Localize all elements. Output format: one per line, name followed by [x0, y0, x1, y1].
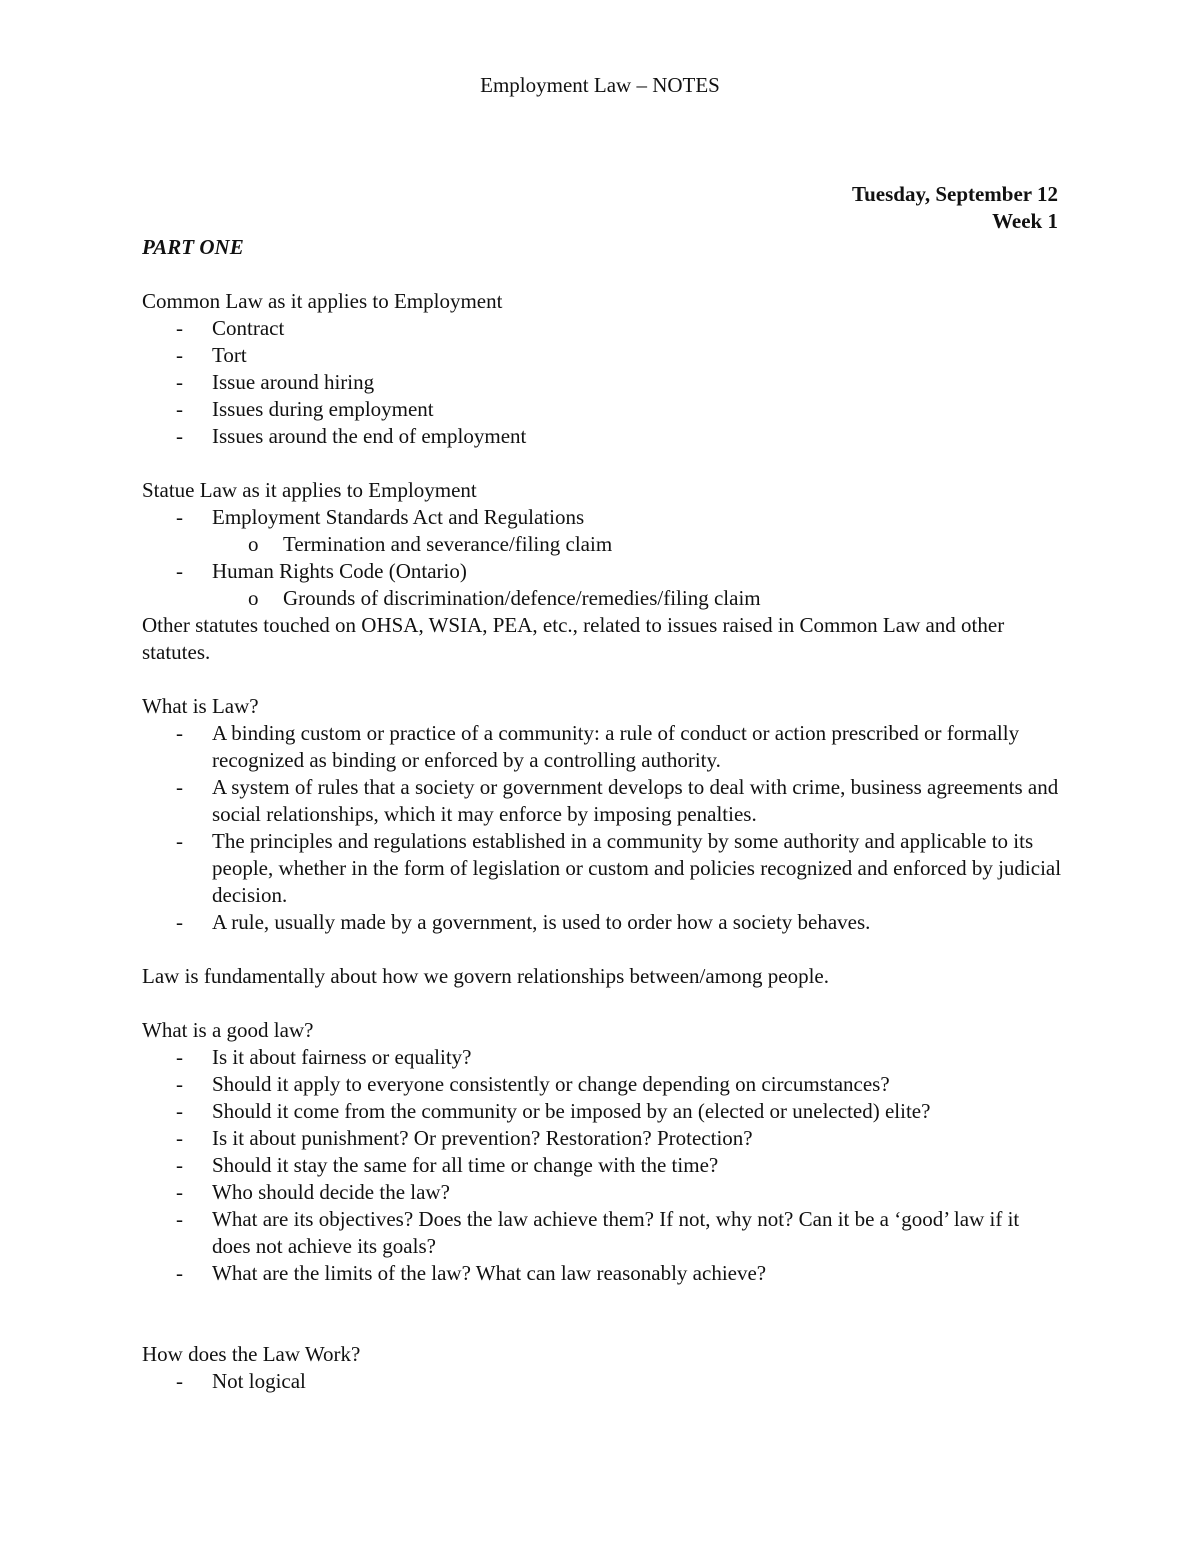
common-law-list — [142, 315, 1062, 450]
lecture-date: Tuesday, September 12 — [852, 182, 1058, 206]
document-title: Employment Law – NOTES — [480, 73, 720, 97]
sub-list-item: o Termination and severance/filing claim — [248, 532, 613, 556]
list-item: - Not logical — [176, 1369, 306, 1393]
dash-bullet: - — [176, 1207, 183, 1231]
statute-law-heading: Statue Law as it applies to Employment — [142, 478, 477, 502]
list-item: - A binding custom or practice of a community: a rule of conduct or action prescribed or formally recognized as binding or enforced by a controlling authority. — [176, 721, 1020, 772]
circle-bullet: o — [248, 532, 259, 556]
dash-bullet: - — [176, 505, 183, 529]
dash-bullet: - — [176, 397, 183, 421]
list-item: - Should it come from the community or be imposed by an (elected or unelected) elite? — [176, 1099, 931, 1123]
circle-bullet: o — [248, 586, 259, 610]
list-item: - Should it apply to everyone consistently or change depending on circumstances? — [176, 1072, 890, 1096]
list-item: - Issue around hiring — [176, 370, 375, 394]
dash-bullet: - — [176, 316, 183, 340]
dash-bullet: - — [176, 370, 183, 394]
dash-bullet: - — [176, 721, 183, 745]
dash-bullet: - — [176, 1180, 183, 1204]
list-item: - Employment Standards Act and Regulations — [176, 505, 585, 529]
dash-bullet: - — [176, 1261, 183, 1285]
dash-bullet: - — [176, 1072, 183, 1096]
fundamental-statement: Law is fundamentally about how we govern relationships between/among people. — [142, 964, 829, 988]
list-item: - Should it stay the same for all time or change with the time? — [176, 1153, 719, 1177]
list-item: - A system of rules that a society or government develops to deal with crime, business agreements and social relationships, which it may enforce by imposing penalties. — [176, 775, 1059, 826]
list-item: - Issues around the end of employment — [176, 424, 527, 448]
good-law-list — [142, 1044, 1062, 1287]
dash-bullet: - — [176, 559, 183, 583]
dash-bullet: - — [176, 1126, 183, 1150]
part-title: PART ONE — [142, 235, 244, 259]
dash-bullet: - — [176, 775, 183, 799]
list-item: - Is it about fairness or equality? — [176, 1045, 472, 1069]
common-law-heading: Common Law as it applies to Employment — [142, 289, 503, 313]
list-item: - Contract — [176, 316, 285, 340]
notes-body — [142, 234, 1062, 1395]
sub-list-item: o Grounds of discrimination/defence/remedies/filing claim — [248, 586, 761, 610]
list-item: - Human Rights Code (Ontario) — [176, 559, 467, 583]
date-block — [852, 181, 1058, 235]
list-item: - A rule, usually made by a government, is used to order how a society behaves. — [176, 910, 871, 934]
list-item: - Is it about punishment? Or prevention? Restoration? Protection? — [176, 1126, 753, 1150]
good-law-heading: What is a good law? — [142, 1018, 314, 1042]
list-item: - Issues during employment — [176, 397, 434, 421]
dash-bullet: - — [176, 424, 183, 448]
dash-bullet: - — [176, 1099, 183, 1123]
statute-law-list — [142, 504, 1062, 612]
list-item: - Who should decide the law? — [176, 1180, 450, 1204]
list-item: - What are the limits of the law? What can law reasonably achieve? — [176, 1261, 767, 1285]
how-law-works-heading: How does the Law Work? — [142, 1342, 361, 1366]
what-is-law-list — [142, 720, 1062, 936]
what-is-law-heading: What is Law? — [142, 694, 259, 718]
week-label: Week 1 — [992, 209, 1058, 233]
dash-bullet: - — [176, 829, 183, 853]
list-item: - The principles and regulations established in a community by some authority and applicable to its people, whether in the form of legislation or custom and policies recognized and enforced by judicial decision. — [176, 829, 1062, 907]
dash-bullet: - — [176, 1045, 183, 1069]
dash-bullet: - — [176, 910, 183, 934]
dash-bullet: - — [176, 1153, 183, 1177]
list-item: - Tort — [176, 343, 247, 367]
how-law-works-list — [142, 1368, 1062, 1395]
list-item: - What are its objectives? Does the law achieve them? If not, why not? Can it be a ‘good’ law if it does not achieve its goals? — [176, 1207, 1020, 1258]
dash-bullet: - — [176, 1369, 183, 1393]
dash-bullet: - — [176, 343, 183, 367]
other-statutes-text: Other statutes touched on OHSA, WSIA, PEA, etc., related to issues raised in Common Law and other statutes. — [142, 613, 1005, 664]
